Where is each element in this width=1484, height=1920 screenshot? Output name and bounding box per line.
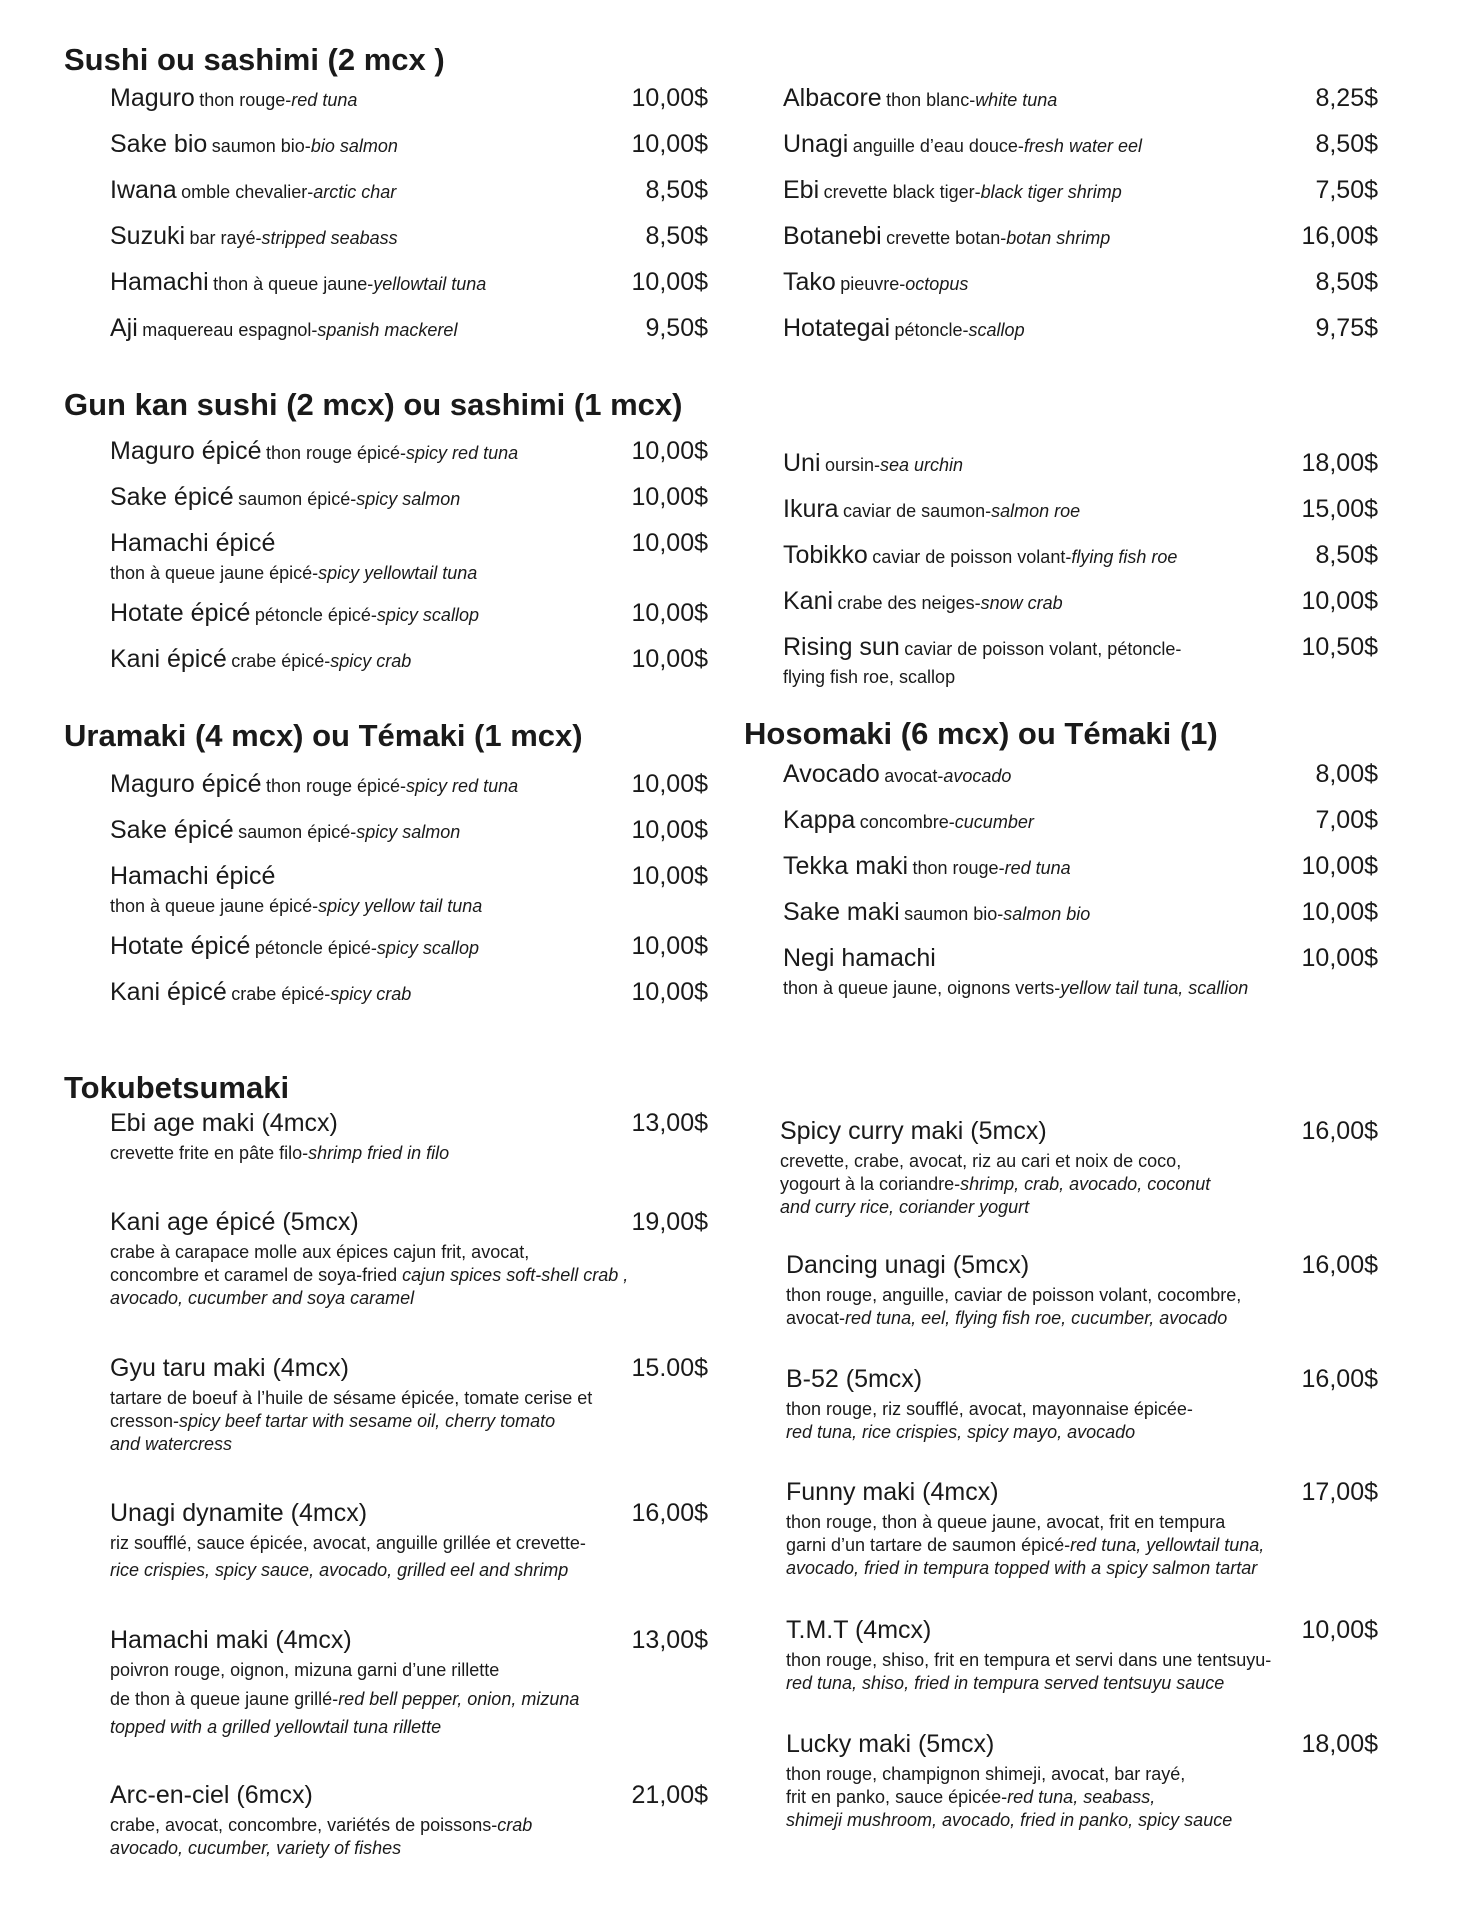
item-name: Tako bbox=[783, 268, 836, 296]
list-item bbox=[110, 83, 357, 117]
item-name: Rising sun bbox=[783, 633, 900, 661]
item-desc-en: red tuna, shiso, fried in tempura served tentsuyu sauce bbox=[786, 1673, 1225, 1693]
item-price: 9,75$ bbox=[1315, 314, 1378, 342]
item-price: 18,00$ bbox=[1301, 1730, 1378, 1758]
item-name: Arc-en-ciel (6mcx) bbox=[110, 1781, 313, 1809]
item-name: Hotate épicé bbox=[110, 599, 251, 627]
list-item bbox=[110, 861, 482, 918]
item-price: 15,00$ bbox=[1301, 495, 1378, 523]
item-fr: caviar de saumon- bbox=[843, 501, 992, 521]
item-fr: bar rayé- bbox=[189, 228, 262, 248]
item-en: spicy crab bbox=[330, 984, 412, 1004]
item-en: red tuna bbox=[291, 90, 358, 110]
item-desc-fr: crabe à carapace molle aux épices cajun frit, avocat, bbox=[110, 1242, 530, 1262]
list-item bbox=[783, 267, 968, 301]
item-desc-en: red tuna, yellowtail tuna, bbox=[1070, 1535, 1265, 1555]
item-fr: thon blanc- bbox=[886, 90, 976, 110]
item-price: 8,50$ bbox=[1315, 541, 1378, 569]
item-name: Kani épicé bbox=[110, 645, 227, 673]
list-item bbox=[110, 482, 460, 516]
item-en: stripped seabass bbox=[261, 228, 398, 248]
list-item bbox=[783, 586, 1063, 620]
item-price: 10,00$ bbox=[631, 862, 708, 890]
list-item bbox=[110, 1108, 449, 1165]
item-name: Hotate épicé bbox=[110, 932, 251, 960]
item-desc-fr: thon rouge, anguille, caviar de poisson volant, cocombre, bbox=[786, 1285, 1242, 1305]
item-name: Kani bbox=[783, 587, 834, 615]
item-price: 13,00$ bbox=[631, 1109, 708, 1137]
item-price: 10,00$ bbox=[631, 483, 708, 511]
item-desc-fr: frit en panko, sauce épicée- bbox=[786, 1787, 1008, 1807]
item-fr: avocat- bbox=[884, 766, 944, 786]
item-name: Suzuki bbox=[110, 222, 186, 250]
item-name: Sake maki bbox=[783, 898, 900, 926]
item-desc-en: crab bbox=[497, 1815, 533, 1835]
item-desc-fr: poivron rouge, oignon, mizuna garni d’une rillette bbox=[110, 1660, 500, 1680]
item-name: Negi hamachi bbox=[783, 944, 936, 972]
item-en: spicy salmon bbox=[356, 489, 461, 509]
item-name: Maguro épicé bbox=[110, 770, 262, 798]
item-desc-fr: garni d’un tartare de saumon épicé- bbox=[786, 1535, 1071, 1555]
list-item bbox=[110, 436, 518, 470]
item-price: 10,00$ bbox=[1301, 898, 1378, 926]
item-desc-fr: thon à queue jaune épicé- bbox=[110, 563, 319, 583]
item-name: Iwana bbox=[110, 176, 177, 204]
item-desc-fr: thon à queue jaune, oignons verts- bbox=[783, 978, 1061, 998]
item-desc-en: and curry rice, coriander yogurt bbox=[780, 1197, 1030, 1217]
item-fr: thon rouge épicé- bbox=[265, 776, 407, 796]
item-desc-en: avocado, cucumber and soya caramel bbox=[110, 1288, 415, 1308]
list-item bbox=[110, 267, 486, 301]
item-en: spicy red tuna bbox=[406, 443, 519, 463]
list-item bbox=[783, 851, 1071, 885]
item-desc-fr: yogourt à la coriandre- bbox=[780, 1174, 961, 1194]
item-name: Maguro bbox=[110, 84, 195, 112]
item-price: 10,00$ bbox=[631, 932, 708, 960]
item-en: fresh water eel bbox=[1023, 136, 1142, 156]
item-price: 13,00$ bbox=[631, 1626, 708, 1654]
item-price: 16,00$ bbox=[1301, 1117, 1378, 1145]
item-name: Hamachi épicé bbox=[110, 862, 276, 890]
item-en: cucumber bbox=[954, 812, 1034, 832]
item-name: B-52 (5mcx) bbox=[786, 1365, 923, 1393]
item-name: Hamachi maki (4mcx) bbox=[110, 1626, 352, 1654]
list-item bbox=[110, 931, 479, 965]
item-en: spicy crab bbox=[330, 651, 412, 671]
item-en: avocado bbox=[943, 766, 1012, 786]
item-price: 10,00$ bbox=[631, 645, 708, 673]
item-en: salmon roe bbox=[991, 501, 1081, 521]
item-price: 10,00$ bbox=[1301, 852, 1378, 880]
item-desc-fr: riz soufflé, sauce épicée, avocat, anguille grillée et crevette- bbox=[110, 1533, 586, 1553]
section-title-gunkan: Gun kan sushi (2 mcx) ou sashimi (1 mcx) bbox=[64, 387, 683, 422]
item-fr: crabe des neiges- bbox=[837, 593, 981, 613]
item-en: spanish mackerel bbox=[317, 320, 458, 340]
item-fr: saumon épicé- bbox=[238, 822, 357, 842]
item-desc-en: red tuna, eel, flying fish roe, cucumber, avocado bbox=[845, 1308, 1228, 1328]
item-price: 10,00$ bbox=[631, 84, 708, 112]
item-en: botan shrimp bbox=[1006, 228, 1111, 248]
item-fr: anguille d’eau douce- bbox=[852, 136, 1024, 156]
list-item bbox=[783, 632, 1181, 689]
item-desc-fr: cresson- bbox=[110, 1411, 180, 1431]
item-price: 10,00$ bbox=[631, 978, 708, 1006]
item-name: Tobikko bbox=[783, 541, 868, 569]
list-item bbox=[786, 1729, 1232, 1832]
item-name: Kani épicé bbox=[110, 978, 227, 1006]
item-desc-en: yellow tail tuna, scallion bbox=[1060, 978, 1249, 998]
item-desc-en: cajun spices soft-shell crab , bbox=[402, 1265, 629, 1285]
item-price: 8,50$ bbox=[1315, 268, 1378, 296]
item-price: 16,00$ bbox=[631, 1499, 708, 1527]
item-desc-en: topped with a grilled yellowtail tuna rillette bbox=[110, 1717, 442, 1737]
item-desc-fr: crevette, crabe, avocat, riz au cari et noix de coco, bbox=[780, 1151, 1182, 1171]
list-item bbox=[110, 1207, 628, 1310]
list-item bbox=[110, 977, 411, 1011]
item-fr: crevette black tiger- bbox=[823, 182, 981, 202]
list-item bbox=[786, 1615, 1271, 1695]
section-title-tokubetsu: Tokubetsumaki bbox=[64, 1070, 290, 1105]
item-price: 16,00$ bbox=[1301, 222, 1378, 250]
list-item bbox=[110, 175, 396, 209]
item-name: Uni bbox=[783, 449, 821, 477]
item-desc-fr: crabe, avocat, concombre, variétés de poissons- bbox=[110, 1815, 498, 1835]
item-fr: crabe épicé- bbox=[231, 651, 331, 671]
list-item bbox=[110, 1353, 592, 1456]
item-price: 10,00$ bbox=[631, 599, 708, 627]
item-en: octopus bbox=[905, 274, 969, 294]
item-en: bio salmon bbox=[310, 136, 398, 156]
list-item bbox=[110, 313, 457, 347]
item-desc-fr: thon à queue jaune épicé- bbox=[110, 896, 319, 916]
list-item bbox=[783, 805, 1034, 839]
list-item bbox=[786, 1364, 1193, 1444]
item-en: red tuna bbox=[1004, 858, 1071, 878]
list-item bbox=[110, 769, 518, 803]
item-price: 10,50$ bbox=[1301, 633, 1378, 661]
item-fr: concombre- bbox=[859, 812, 955, 832]
item-name: Ebi bbox=[783, 176, 820, 204]
item-en: black tiger shrimp bbox=[980, 182, 1122, 202]
item-name: Kani age épicé (5mcx) bbox=[110, 1208, 359, 1236]
item-price: 10,00$ bbox=[1301, 1616, 1378, 1644]
item-name: Albacore bbox=[783, 84, 882, 112]
item-fr: pétoncle épicé- bbox=[254, 605, 377, 625]
item-fr: omble chevalier- bbox=[181, 182, 314, 202]
item-price: 15.00$ bbox=[631, 1354, 708, 1382]
item-price: 8,25$ bbox=[1315, 84, 1378, 112]
item-en: flying fish roe bbox=[1071, 547, 1178, 567]
item-price: 10,00$ bbox=[631, 529, 708, 557]
item-price: 10,00$ bbox=[1301, 587, 1378, 615]
item-en: sea urchin bbox=[880, 455, 964, 475]
item-en: snow crab bbox=[980, 593, 1063, 613]
list-item bbox=[783, 313, 1025, 347]
item-desc-en: red tuna, seabass, bbox=[1007, 1787, 1156, 1807]
item-price: 8,00$ bbox=[1315, 760, 1378, 788]
list-item bbox=[110, 528, 477, 585]
list-item bbox=[110, 1780, 532, 1860]
item-fr: thon rouge- bbox=[912, 858, 1005, 878]
item-name: Sake épicé bbox=[110, 816, 234, 844]
item-name: Aji bbox=[110, 314, 138, 342]
item-name: Hotategai bbox=[783, 314, 891, 342]
list-item bbox=[783, 540, 1177, 574]
item-desc-en: spicy yellowtail tuna bbox=[318, 563, 478, 583]
item-desc-en: shrimp, crab, avocado, coconut bbox=[960, 1174, 1211, 1194]
item-name: Hamachi bbox=[110, 268, 209, 296]
item-name: Unagi bbox=[783, 130, 849, 158]
list-item bbox=[783, 83, 1057, 117]
item-name: Botanebi bbox=[783, 222, 882, 250]
item-en: arctic char bbox=[313, 182, 397, 202]
item-fr: crevette botan- bbox=[886, 228, 1007, 248]
item-name: Hamachi épicé bbox=[110, 529, 276, 557]
item-desc-fr: thon rouge, thon à queue jaune, avocat, frit en tempura bbox=[786, 1512, 1226, 1532]
list-item bbox=[110, 129, 398, 163]
list-item bbox=[786, 1250, 1241, 1330]
item-name: Ikura bbox=[783, 495, 839, 523]
item-desc-fr: thon rouge, shiso, frit en tempura et servi dans une tentsuyu- bbox=[786, 1650, 1272, 1670]
item-en: yellowtail tuna bbox=[373, 274, 487, 294]
item-price: 10,00$ bbox=[631, 130, 708, 158]
item-fr: caviar de poisson volant, pétoncle- bbox=[904, 639, 1182, 659]
item-price: 8,50$ bbox=[1315, 130, 1378, 158]
item-fr: thon rouge épicé- bbox=[265, 443, 407, 463]
item-name: Sake épicé bbox=[110, 483, 234, 511]
item-desc-fr: avocat- bbox=[786, 1308, 846, 1328]
list-item bbox=[783, 221, 1110, 255]
item-name: T.M.T (4mcx) bbox=[786, 1616, 932, 1644]
item-price: 16,00$ bbox=[1301, 1365, 1378, 1393]
item-desc-en: avocado, cucumber, variety of fishes bbox=[110, 1838, 402, 1858]
item-price: 7,50$ bbox=[1315, 176, 1378, 204]
list-item bbox=[783, 129, 1142, 163]
list-item bbox=[783, 759, 1011, 793]
item-fr: saumon bio- bbox=[211, 136, 311, 156]
list-item bbox=[110, 644, 411, 678]
item-fr: caviar de poisson volant- bbox=[872, 547, 1072, 567]
list-item bbox=[110, 815, 460, 849]
item-en: spicy red tuna bbox=[406, 776, 519, 796]
item-price: 17,00$ bbox=[1301, 1478, 1378, 1506]
item-name: Unagi dynamite (4mcx) bbox=[110, 1499, 368, 1527]
item-price: 9,50$ bbox=[645, 314, 708, 342]
item-price: 10,00$ bbox=[1301, 944, 1378, 972]
item-name: Kappa bbox=[783, 806, 856, 834]
section-title-sushi: Sushi ou sashimi (2 mcx ) bbox=[64, 42, 445, 77]
item-name: Sake bio bbox=[110, 130, 208, 158]
item-en: spicy salmon bbox=[356, 822, 461, 842]
item-en: spicy scallop bbox=[376, 938, 479, 958]
item-fr: pétoncle- bbox=[894, 320, 969, 340]
item-desc-en: avocado, fried in tempura topped with a spicy salmon tartar bbox=[786, 1558, 1258, 1578]
item-price: 7,00$ bbox=[1315, 806, 1378, 834]
item-desc-fr: thon rouge, champignon shimeji, avocat, bar rayé, bbox=[786, 1764, 1186, 1784]
list-item bbox=[110, 1498, 586, 1582]
item-desc-en: spicy yellow tail tuna bbox=[318, 896, 483, 916]
item-fr: saumon épicé- bbox=[238, 489, 357, 509]
list-item bbox=[786, 1477, 1264, 1580]
item-name: Spicy curry maki (5mcx) bbox=[780, 1117, 1047, 1145]
item-en: spicy scallop bbox=[376, 605, 479, 625]
item-fr: thon rouge- bbox=[199, 90, 292, 110]
item-desc-en: red bell pepper, onion, mizuna bbox=[338, 1689, 580, 1709]
item-desc-en: rice crispies, spicy sauce, avocado, grilled eel and shrimp bbox=[110, 1560, 569, 1580]
item-name: Gyu taru maki (4mcx) bbox=[110, 1354, 349, 1382]
item-name: Lucky maki (5mcx) bbox=[786, 1730, 995, 1758]
item-en: scallop bbox=[968, 320, 1025, 340]
item-desc-en: and watercress bbox=[110, 1434, 233, 1454]
item-desc-fr: tartare de boeuf à l’huile de sésame épicée, tomate cerise et bbox=[110, 1388, 593, 1408]
item-desc-en: shrimp fried in filo bbox=[308, 1143, 450, 1163]
item-fr: pieuvre- bbox=[840, 274, 906, 294]
item-price: 10,00$ bbox=[631, 816, 708, 844]
item-desc-fr: crevette frite en pâte filo- bbox=[110, 1143, 309, 1163]
item-desc-fr: thon rouge, riz soufflé, avocat, mayonnaise épicée- bbox=[786, 1399, 1193, 1419]
list-item bbox=[110, 598, 479, 632]
item-name: Maguro épicé bbox=[110, 437, 262, 465]
list-item bbox=[110, 1625, 579, 1739]
item-price: 19,00$ bbox=[631, 1208, 708, 1236]
item-en: salmon bio bbox=[1003, 904, 1091, 924]
list-item bbox=[783, 897, 1090, 931]
item-price: 8,50$ bbox=[645, 222, 708, 250]
item-name: Ebi age maki (4mcx) bbox=[110, 1109, 338, 1137]
item-fr: maquereau espagnol- bbox=[142, 320, 318, 340]
item-desc-fr: de thon à queue jaune grillé- bbox=[110, 1689, 339, 1709]
item-price: 10,00$ bbox=[631, 770, 708, 798]
item-name: Avocado bbox=[783, 760, 880, 788]
section-title-hosomaki: Hosomaki (6 mcx) ou Témaki (1) bbox=[744, 716, 1218, 751]
item-name: Dancing unagi (5mcx) bbox=[786, 1251, 1030, 1279]
item-en: white tuna bbox=[975, 90, 1058, 110]
item-fr: oursin- bbox=[824, 455, 880, 475]
item-name: Tekka maki bbox=[783, 852, 909, 880]
item-fr: crabe épicé- bbox=[231, 984, 331, 1004]
list-item bbox=[783, 175, 1122, 209]
item-price: 10,00$ bbox=[631, 268, 708, 296]
item-fr: pétoncle épicé- bbox=[254, 938, 377, 958]
list-item bbox=[780, 1116, 1210, 1219]
list-item bbox=[783, 448, 963, 482]
list-item bbox=[783, 943, 1248, 1000]
item-price: 21,00$ bbox=[631, 1781, 708, 1809]
item-fr: thon à queue jaune- bbox=[213, 274, 374, 294]
list-item bbox=[110, 221, 398, 255]
item-price: 8,50$ bbox=[645, 176, 708, 204]
item-desc-en: shimeji mushroom, avocado, fried in panko, spicy sauce bbox=[786, 1810, 1233, 1830]
list-item bbox=[783, 494, 1080, 528]
item-price: 16,00$ bbox=[1301, 1251, 1378, 1279]
item-desc-en: red tuna, rice crispies, spicy mayo, avocado bbox=[786, 1422, 1136, 1442]
item-fr: saumon bio- bbox=[904, 904, 1004, 924]
item-desc: flying fish roe, scallop bbox=[783, 667, 956, 687]
item-desc-fr: concombre et caramel de soya-fried bbox=[110, 1265, 403, 1285]
item-name: Funny maki (4mcx) bbox=[786, 1478, 999, 1506]
item-desc-en: spicy beef tartar with sesame oil, cherry tomato bbox=[179, 1411, 556, 1431]
item-price: 18,00$ bbox=[1301, 449, 1378, 477]
item-price: 10,00$ bbox=[631, 437, 708, 465]
section-title-uramaki: Uramaki (4 mcx) ou Témaki (1 mcx) bbox=[64, 718, 583, 753]
